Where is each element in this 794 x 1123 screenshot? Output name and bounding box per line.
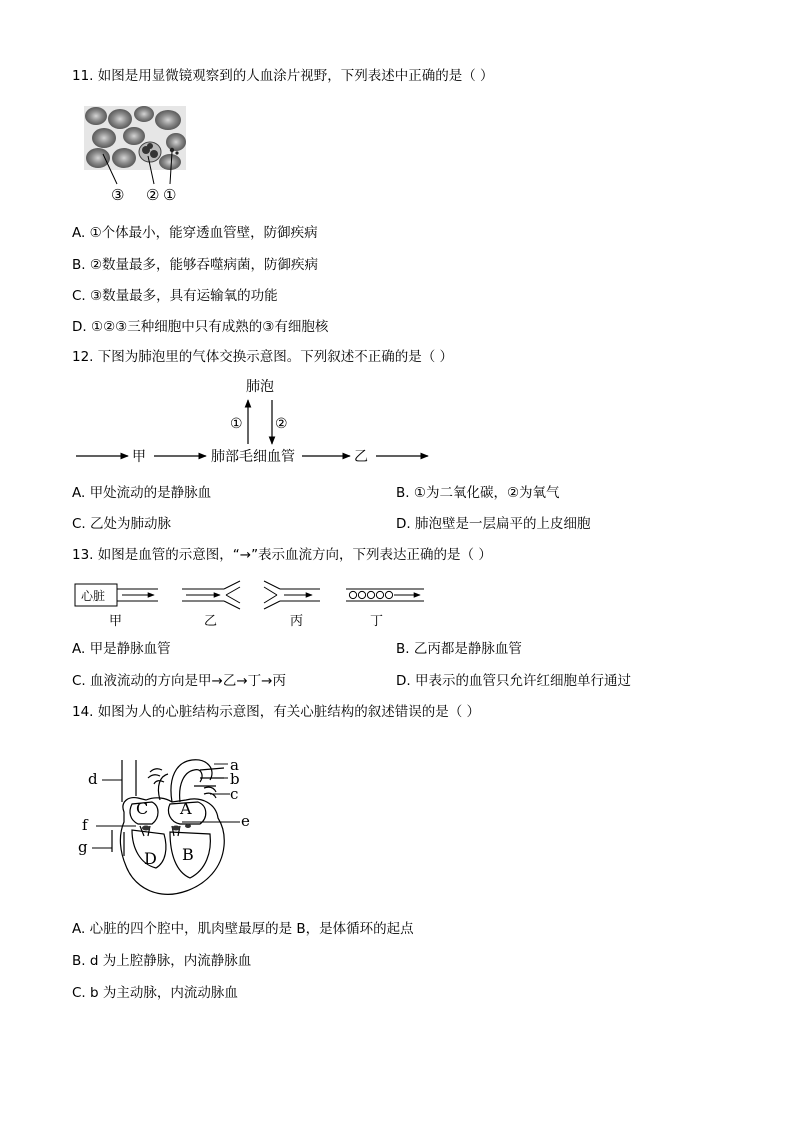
chamber-label-a: A [180, 799, 192, 818]
jia-label: 甲 [132, 449, 146, 465]
heart-label: 心脏 [81, 589, 106, 603]
capillary-rbcs [349, 591, 392, 598]
q12-option-d: D. 肺泡壁是一层扁平的上皮细胞 [396, 516, 591, 532]
vessel-label-ding: 丁 [370, 614, 384, 629]
q14-option-a: A. 心脏的四个腔中，肌肉壁最厚的是 B，是体循环的起点 [72, 921, 414, 937]
red-blood-cells [85, 106, 186, 170]
vessel-label-bing: 丙 [290, 614, 304, 629]
q12-option-a: A. 甲处流动的是静脉血 [72, 485, 212, 501]
label-1: ① [163, 186, 177, 204]
yi-label: 乙 [354, 449, 368, 465]
platelet [170, 148, 174, 152]
vessel-label-e: e [241, 812, 250, 830]
label-2: ② [146, 186, 160, 204]
vessel-label-a: a [230, 756, 239, 774]
q13-option-d: D. 甲表示的血管只允许红细胞单行通过 [396, 673, 631, 689]
q14-option-c: C. b 为主动脉，内流动脉血 [72, 985, 238, 1001]
capillary-label: 肺部毛细血管 [211, 449, 295, 465]
q14-stem: 14. 如图为人的心脏结构示意图，有关心脏结构的叙述错误的是（ ） [72, 704, 481, 720]
arrow-2-label: ② [275, 416, 288, 432]
q11-option-d: D. ①②③三种细胞中只有成熟的③有细胞核 [72, 319, 329, 335]
q12-option-b: B. ①为二氧化碳，②为氧气 [396, 485, 560, 501]
vessel-label-b: b [230, 770, 240, 788]
q12-option-c: C. 乙处为肺动脉 [72, 516, 172, 532]
q12-stem: 12. 下图为肺泡里的气体交换示意图。下列叙述不正确的是（ ） [72, 349, 454, 365]
q13-option-b: B. 乙丙都是静脉血管 [396, 641, 522, 657]
q14-option-b: B. d 为上腔静脉，内流静脉血 [72, 953, 252, 969]
q11-option-c: C. ③数量最多，具有运输氧的功能 [72, 288, 278, 304]
chamber-label-d: D [144, 849, 157, 868]
vessel-label-jia: 甲 [109, 614, 123, 629]
vessel-label-d: d [88, 770, 98, 788]
q13-stem: 13. 如图是血管的示意图，“→”表示血流方向，下列表达正确的是（ ） [72, 547, 492, 563]
vessel-label-g: g [78, 838, 88, 856]
white-blood-cell [139, 142, 161, 162]
vessel-label-c: c [230, 785, 239, 803]
chamber-label-b: B [182, 845, 194, 864]
vessel-label-yi: 乙 [204, 614, 218, 629]
vessel-label-f: f [82, 816, 88, 834]
alveolus-label: 肺泡 [246, 379, 274, 395]
arrow-1-label: ① [230, 416, 243, 432]
heart-diagram [76, 756, 256, 896]
blood-vessel-diagram [74, 578, 434, 630]
q13-option-c: C. 血液流动的方向是甲→乙→丁→丙 [72, 673, 286, 689]
q11-stem: 11. 如图是用显微镜观察到的人血涂片视野，下列表述中正确的是（ ） [72, 68, 494, 84]
q11-option-a: A. ①个体最小，能穿透血管壁，防御疾病 [72, 225, 318, 241]
q13-option-a: A. 甲是静脉血管 [72, 641, 171, 657]
q11-option-b: B. ②数量最多，能够吞噬病菌，防御疾病 [72, 257, 318, 273]
label-3: ③ [111, 186, 125, 204]
blood-smear-figure [84, 106, 188, 206]
gas-exchange-diagram [70, 372, 440, 472]
chamber-label-c: C [136, 799, 149, 818]
